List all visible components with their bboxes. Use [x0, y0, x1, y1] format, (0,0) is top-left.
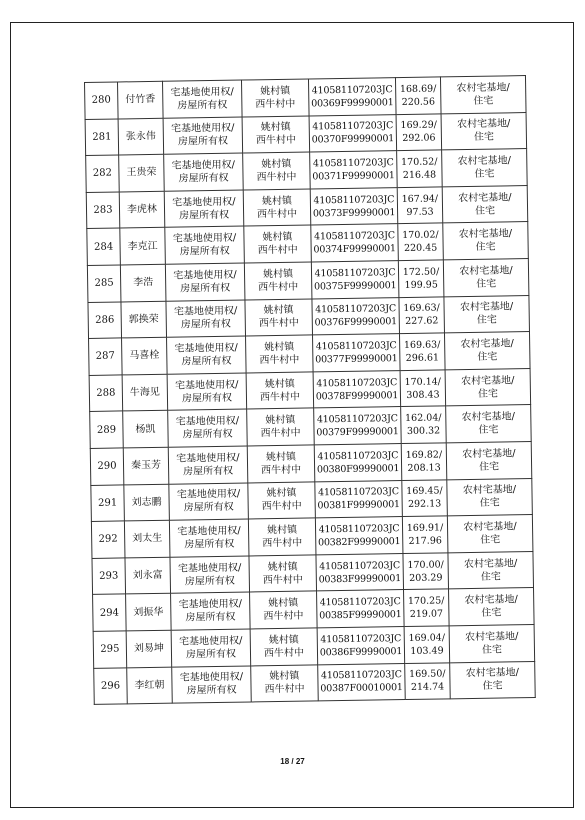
- cell-unit-code-line: 410581107203JC: [311, 83, 393, 97]
- cell-area: [398, 223, 444, 260]
- cell-location: [246, 335, 314, 373]
- cell-usage-line: 农村宅基地/: [465, 667, 520, 680]
- cell-location-line: 西牛村中: [255, 98, 296, 111]
- cell-right-type-line: 宅基地使用权/: [176, 452, 240, 465]
- records-table-wrap: [84, 75, 528, 705]
- cell-unit-code: [310, 151, 398, 189]
- cell-unit-code-line: 410581107203JC: [317, 449, 399, 463]
- cell-number: 293: [92, 558, 126, 595]
- cell-area-line: 169.45/: [406, 485, 443, 498]
- cell-location-line: 西牛村中: [257, 244, 298, 257]
- cell-area-line: 169.91/: [406, 522, 444, 534]
- cell-location: [241, 79, 309, 117]
- cell-area: [399, 296, 445, 333]
- cell-number: 285: [87, 265, 121, 302]
- cell-location: [243, 152, 311, 190]
- cell-location-line: 西牛村中: [263, 610, 304, 623]
- cell-unit-code-line: 410581107203JC: [314, 266, 396, 280]
- cell-unit-code-line: 410581107203JC: [312, 157, 394, 170]
- cell-usage: [444, 332, 530, 370]
- cell-usage: [441, 112, 527, 150]
- cell-area-line: 103.49: [410, 645, 444, 657]
- cell-location-line: 姚村镇: [260, 85, 291, 98]
- cell-location-line: 西牛村中: [259, 391, 301, 403]
- cell-usage-line: 住宅: [481, 607, 502, 619]
- cell-right-type-line: 房屋所有权: [178, 172, 229, 185]
- cell-location-line: 西牛村中: [261, 464, 302, 476]
- cell-unit-code-line: 410581107203JC: [317, 486, 399, 499]
- cell-right-type: [171, 629, 251, 667]
- cell-right-type-line: 房屋所有权: [180, 282, 231, 295]
- cell-location-line: 姚村镇: [260, 122, 291, 134]
- cell-owner-name: 刘永富: [125, 557, 171, 594]
- cell-location: [244, 225, 312, 263]
- cell-usage-line: 住宅: [476, 314, 497, 327]
- cell-number: 292: [91, 521, 125, 558]
- cell-location-line: 西牛村中: [262, 574, 303, 586]
- cell-right-type: [166, 300, 246, 338]
- cell-area: [404, 589, 450, 626]
- cell-usage-line: 农村宅基地/: [458, 191, 512, 204]
- cell-location-line: 西牛村中: [264, 683, 305, 696]
- cell-unit-code-line: 410581107203JC: [320, 669, 402, 682]
- cell-unit-code-line: 410581107203JC: [320, 632, 402, 646]
- cell-usage-line: 住宅: [477, 351, 498, 363]
- cell-location: [248, 481, 316, 519]
- cell-right-type: [162, 80, 242, 118]
- cell-right-type-line: 宅基地使用权/: [171, 159, 236, 172]
- cell-area-line: 169.63/: [403, 339, 441, 351]
- cell-owner-name: 王贵荣: [119, 154, 165, 191]
- cell-location: [246, 372, 314, 410]
- cell-area-line: 97.53: [406, 206, 434, 218]
- cell-location-line: 西牛村中: [258, 281, 299, 294]
- cell-area-line: 292.06: [402, 132, 436, 145]
- cell-usage: [447, 515, 533, 553]
- cell-area-line: 172.50/: [402, 266, 440, 278]
- cell-unit-code: [318, 663, 406, 701]
- cell-usage-line: 农村宅基地/: [461, 411, 516, 424]
- cell-unit-code: [317, 626, 405, 664]
- cell-usage-line: 农村宅基地/: [459, 301, 514, 314]
- cell-area-line: 219.07: [409, 608, 444, 621]
- cell-usage-line: 农村宅基地/: [462, 484, 517, 497]
- cell-unit-code-line: 00374F99990001: [313, 243, 396, 256]
- cell-right-type: [170, 556, 250, 594]
- cell-number: 294: [93, 594, 127, 631]
- cell-owner-name: 刘易坤: [126, 630, 172, 667]
- cell-usage: [449, 588, 535, 626]
- cell-unit-code-line: 410581107203JC: [319, 596, 401, 609]
- cell-usage: [448, 551, 534, 589]
- cell-unit-code: [313, 370, 401, 408]
- cell-usage: [449, 624, 535, 662]
- cell-usage-line: 农村宅基地/: [456, 118, 511, 131]
- cell-location-line: 姚村镇: [266, 488, 297, 500]
- cell-unit-code: [315, 517, 403, 555]
- cell-owner-name: 郭换荣: [121, 301, 167, 338]
- cell-owner-name: 秦玉芳: [123, 447, 169, 484]
- cell-area-line: 216.48: [402, 169, 437, 181]
- cell-area: [402, 516, 448, 553]
- cell-number: 280: [85, 82, 119, 119]
- cell-right-type-line: 房屋所有权: [184, 575, 235, 587]
- cell-usage-line: 农村宅基地/: [457, 155, 512, 168]
- cell-area: [399, 333, 445, 370]
- cell-usage-line: 农村宅基地/: [460, 374, 515, 387]
- cell-usage: [442, 149, 528, 187]
- cell-usage-line: 住宅: [475, 241, 496, 254]
- cell-usage-line: 住宅: [480, 534, 501, 546]
- cell-right-type-line: 房屋所有权: [177, 99, 228, 112]
- cell-unit-code-line: 410581107203JC: [319, 559, 401, 572]
- cell-right-type-line: 房屋所有权: [180, 319, 231, 331]
- cell-location: [250, 628, 318, 666]
- cell-right-type-line: 房屋所有权: [185, 611, 236, 624]
- cell-owner-name: 李克江: [120, 228, 166, 265]
- cell-right-type-line: 房屋所有权: [182, 428, 233, 441]
- cell-area-line: 300.32: [406, 425, 441, 438]
- cell-number: 282: [86, 155, 120, 192]
- cell-area-line: 220.56: [401, 96, 436, 108]
- cell-location: [249, 555, 317, 593]
- cell-area-line: 296.61: [405, 352, 440, 364]
- cell-area-line: 220.45: [403, 242, 438, 255]
- cell-location-line: 姚村镇: [264, 378, 295, 390]
- cell-right-type-line: 宅基地使用权/: [175, 415, 240, 428]
- cell-right-type-line: 宅基地使用权/: [170, 123, 235, 136]
- cell-right-type-line: 宅基地使用权/: [176, 488, 241, 501]
- cell-unit-code-line: 410581107203JC: [313, 230, 395, 243]
- cell-unit-code: [314, 407, 402, 445]
- cell-usage-line: 农村宅基地/: [463, 521, 517, 534]
- cell-owner-name: 付竹香: [118, 81, 164, 118]
- cell-area-line: 170.02/: [402, 229, 439, 242]
- cell-usage: [444, 295, 530, 333]
- cell-area: [403, 553, 449, 590]
- cell-unit-code: [309, 114, 397, 152]
- cell-usage: [446, 441, 532, 479]
- cell-location-line: 姚村镇: [264, 341, 295, 354]
- cell-right-type: [167, 373, 247, 411]
- cell-unit-code-line: 00381F99990001: [317, 499, 400, 512]
- cell-right-type-line: 宅基地使用权/: [174, 342, 238, 355]
- cell-usage-line: 农村宅基地/: [456, 82, 510, 94]
- cell-number: 284: [87, 228, 121, 265]
- cell-area: [400, 370, 446, 407]
- cell-unit-code: [311, 224, 399, 262]
- cell-area-line: 170.00/: [407, 558, 444, 571]
- cell-area-line: 308.43: [406, 389, 440, 401]
- cell-right-type: [171, 592, 251, 630]
- cell-number: 295: [93, 631, 127, 668]
- cell-usage: [440, 76, 526, 114]
- cell-location-line: 西牛村中: [263, 647, 305, 659]
- cell-unit-code-line: 00380F99990001: [316, 462, 400, 476]
- cell-usage-line: 住宅: [476, 278, 497, 290]
- cell-right-type-line: 房屋所有权: [181, 355, 232, 368]
- cell-unit-code-line: 00387F00010001: [320, 682, 403, 695]
- cell-area-line: 292.13: [407, 498, 442, 511]
- cell-location-line: 姚村镇: [261, 158, 292, 171]
- cell-right-type-line: 宅基地使用权/: [179, 635, 243, 648]
- cell-owner-name: 李红朝: [127, 667, 173, 704]
- cell-location-line: 西牛村中: [262, 537, 303, 550]
- cell-area: [404, 626, 450, 663]
- cell-right-type-line: 宅基地使用权/: [177, 562, 242, 575]
- cell-usage-line: 农村宅基地/: [460, 338, 514, 351]
- cell-usage-line: 住宅: [479, 461, 500, 473]
- cell-unit-code-line: 00386F99990001: [319, 645, 403, 659]
- cell-right-type: [168, 446, 248, 484]
- cell-location-line: 西牛村中: [255, 135, 297, 147]
- cell-owner-name: 李虎林: [119, 191, 165, 228]
- cell-location-line: 姚村镇: [265, 451, 297, 463]
- table-row: [94, 661, 536, 705]
- cell-right-type: [169, 519, 249, 557]
- cell-unit-code-line: 00379F99990001: [316, 426, 399, 439]
- cell-unit-code-line: 410581107203JC: [312, 120, 394, 133]
- cell-number: 289: [90, 411, 124, 448]
- cell-right-type-line: 宅基地使用权/: [173, 305, 238, 318]
- cell-number: 296: [94, 667, 128, 704]
- cell-unit-code-line: 00371F99990001: [312, 170, 395, 183]
- cell-unit-code-line: 00385F99990001: [319, 609, 402, 622]
- cell-area: [405, 662, 451, 699]
- cell-unit-code: [310, 187, 398, 225]
- cell-area-line: 208.13: [407, 462, 441, 474]
- cell-location-line: 姚村镇: [262, 268, 294, 280]
- cell-owner-name: 牛海见: [122, 374, 168, 411]
- cell-unit-code: [311, 261, 399, 299]
- cell-location-line: 西牛村中: [261, 500, 302, 513]
- cell-usage-line: 住宅: [482, 680, 503, 693]
- cell-unit-code: [315, 480, 403, 518]
- records-table: [84, 75, 536, 705]
- cell-unit-code-line: 00377F99990001: [315, 353, 398, 366]
- cell-location-line: 西牛村中: [258, 318, 299, 330]
- cell-area-line: 169.82/: [405, 449, 443, 461]
- cell-usage: [443, 259, 529, 297]
- cell-unit-code-line: 00378F99990001: [315, 389, 399, 402]
- cell-usage: [446, 405, 532, 443]
- cell-right-type: [165, 263, 245, 301]
- cell-right-type-line: 房屋所有权: [183, 465, 234, 478]
- cell-location: [250, 591, 318, 629]
- cell-unit-code-line: 410581107203JC: [313, 193, 395, 206]
- cell-usage-line: 住宅: [474, 168, 495, 180]
- cell-number: 291: [91, 484, 125, 521]
- cell-owner-name: 刘振华: [126, 594, 172, 631]
- cell-right-type: [164, 190, 244, 228]
- cell-location-line: 西牛村中: [256, 171, 297, 184]
- cell-area-line: 169.04/: [408, 632, 446, 644]
- cell-area: [397, 187, 443, 224]
- cell-unit-code: [317, 590, 405, 628]
- cell-right-type-line: 宅基地使用权/: [179, 671, 244, 684]
- cell-usage-line: 住宅: [478, 424, 499, 436]
- cell-usage: [442, 185, 528, 223]
- cell-location: [251, 664, 319, 702]
- cell-usage: [450, 661, 536, 699]
- cell-usage-line: 农村宅基地/: [458, 228, 513, 241]
- cell-location: [245, 299, 313, 337]
- cell-usage-line: 农村宅基地/: [459, 265, 513, 277]
- cell-right-type-line: 房屋所有权: [181, 392, 233, 405]
- cell-number: 281: [85, 119, 119, 156]
- cell-right-type-line: 房屋所有权: [177, 136, 229, 148]
- cell-right-type-line: 宅基地使用权/: [173, 269, 237, 282]
- cell-location-line: 西牛村中: [259, 354, 300, 367]
- cell-unit-code-line: 00373F99990001: [312, 206, 396, 219]
- cell-unit-code-line: 00370F99990001: [311, 133, 395, 146]
- cell-area: [395, 77, 441, 114]
- cell-location-line: 西牛村中: [257, 208, 298, 220]
- cell-unit-code-line: 00369F99990001: [311, 96, 394, 110]
- cell-unit-code-line: 00375F99990001: [313, 279, 397, 293]
- cell-usage: [443, 222, 529, 260]
- cell-unit-code: [313, 334, 401, 372]
- cell-usage-line: 农村宅基地/: [464, 594, 518, 607]
- cell-location: [248, 518, 316, 556]
- cell-usage-line: 住宅: [480, 571, 501, 583]
- cell-owner-name: 杨凯: [123, 411, 169, 448]
- records-table-body: [85, 76, 536, 705]
- cell-owner-name: 马喜栓: [122, 337, 168, 374]
- cell-right-type: [169, 483, 249, 521]
- cell-location-line: 姚村镇: [269, 670, 300, 683]
- cell-location-line: 姚村镇: [267, 561, 298, 573]
- cell-area-line: 227.62: [405, 315, 439, 328]
- cell-area-line: 162.04/: [405, 412, 442, 425]
- cell-location: [247, 445, 315, 483]
- cell-number: 288: [89, 375, 123, 412]
- cell-area-line: 167.94/: [401, 193, 439, 205]
- cell-area-line: 199.95: [404, 279, 438, 291]
- cell-right-type: [168, 409, 248, 447]
- cell-area: [401, 406, 447, 443]
- cell-unit-code-line: 410581107203JC: [315, 340, 397, 353]
- cell-area: [398, 260, 444, 297]
- cell-location-line: 姚村镇: [263, 305, 294, 317]
- cell-location-line: 姚村镇: [266, 524, 298, 537]
- cell-owner-name: 刘太生: [124, 520, 170, 557]
- cell-right-type-line: 宅基地使用权/: [172, 232, 237, 245]
- cell-unit-code-line: 00376F99990001: [314, 316, 398, 329]
- cell-usage-line: 住宅: [473, 95, 494, 107]
- cell-unit-code-line: 00383F99990001: [318, 572, 402, 585]
- cell-usage-line: 农村宅基地/: [464, 630, 519, 643]
- cell-unit-code: [312, 297, 400, 335]
- cell-right-type: [163, 117, 243, 155]
- cell-right-type: [164, 153, 244, 191]
- cell-usage-line: 住宅: [474, 205, 496, 217]
- cell-location-line: 姚村镇: [262, 231, 293, 244]
- cell-area-line: 170.25/: [407, 595, 445, 608]
- cell-unit-code: [308, 78, 396, 116]
- cell-location-line: 姚村镇: [265, 414, 296, 427]
- cell-usage-line: 农村宅基地/: [463, 557, 518, 570]
- cell-location-line: 西牛村中: [260, 427, 301, 440]
- cell-area-line: 169.50/: [409, 668, 446, 681]
- cell-unit-code-line: 410581107203JC: [318, 523, 400, 536]
- cell-area-line: 214.74: [410, 681, 445, 694]
- cell-usage-line: 住宅: [479, 497, 500, 510]
- cell-unit-code-line: 410581107203JC: [316, 413, 398, 426]
- cell-right-type-line: 宅基地使用权/: [178, 598, 242, 611]
- cell-usage-line: 住宅: [473, 131, 495, 144]
- cell-right-type-line: 房屋所有权: [183, 502, 234, 514]
- cell-usage: [445, 368, 531, 406]
- cell-area: [397, 150, 443, 187]
- cell-unit-code-line: 410581107203JC: [315, 303, 397, 316]
- page-number: 18 / 27: [280, 757, 305, 766]
- cell-number: 283: [86, 192, 120, 229]
- cell-right-type-line: 宅基地使用权/: [170, 86, 234, 99]
- cell-location-line: 姚村镇: [268, 597, 299, 610]
- cell-unit-code: [314, 443, 402, 481]
- cell-usage-line: 农村宅基地/: [462, 448, 516, 460]
- cell-area-line: 203.29: [409, 571, 443, 584]
- cell-area-line: 168.69/: [399, 83, 437, 95]
- cell-owner-name: 刘志鹏: [124, 484, 170, 521]
- cell-number: 290: [90, 448, 124, 485]
- cell-location: [244, 262, 312, 300]
- cell-right-type-line: 房屋所有权: [179, 245, 230, 258]
- cell-number: 287: [89, 338, 123, 375]
- cell-location-line: 姚村镇: [268, 634, 299, 646]
- cell-unit-code-line: 410581107203JC: [316, 376, 398, 389]
- cell-number: 286: [88, 302, 122, 339]
- cell-right-type: [167, 336, 247, 374]
- cell-area: [396, 113, 442, 150]
- cell-location-line: 姚村镇: [261, 195, 292, 207]
- cell-right-type-line: 房屋所有权: [186, 684, 237, 697]
- cell-unit-code: [316, 553, 404, 591]
- cell-right-type: [165, 226, 245, 264]
- cell-right-type-line: 房屋所有权: [184, 538, 235, 551]
- cell-unit-code-line: 00382F99990001: [317, 536, 401, 549]
- cell-location: [243, 189, 311, 227]
- cell-owner-name: 张永伟: [118, 118, 164, 155]
- cell-right-type-line: 宅基地使用权/: [175, 379, 239, 392]
- cell-location: [247, 408, 315, 446]
- cell-right-type-line: 宅基地使用权/: [172, 196, 236, 209]
- cell-area: [402, 479, 448, 516]
- cell-area-line: 170.14/: [404, 375, 442, 388]
- cell-location: [242, 116, 310, 154]
- cell-right-type: [172, 665, 252, 703]
- cell-area-line: 169.63/: [403, 302, 440, 315]
- cell-usage-line: 住宅: [477, 388, 499, 400]
- cell-area: [401, 443, 447, 480]
- cell-area-line: 217.96: [408, 535, 442, 547]
- cell-owner-name: 李浩: [120, 264, 166, 301]
- cell-right-type-line: 房屋所有权: [185, 648, 237, 661]
- cell-area-line: 170.52/: [400, 156, 438, 169]
- cell-right-type-line: 宅基地使用权/: [177, 525, 241, 538]
- cell-area-line: 169.29/: [400, 119, 438, 132]
- cell-usage: [447, 478, 533, 516]
- cell-usage-line: 住宅: [481, 644, 503, 656]
- cell-right-type-line: 房屋所有权: [179, 209, 230, 222]
